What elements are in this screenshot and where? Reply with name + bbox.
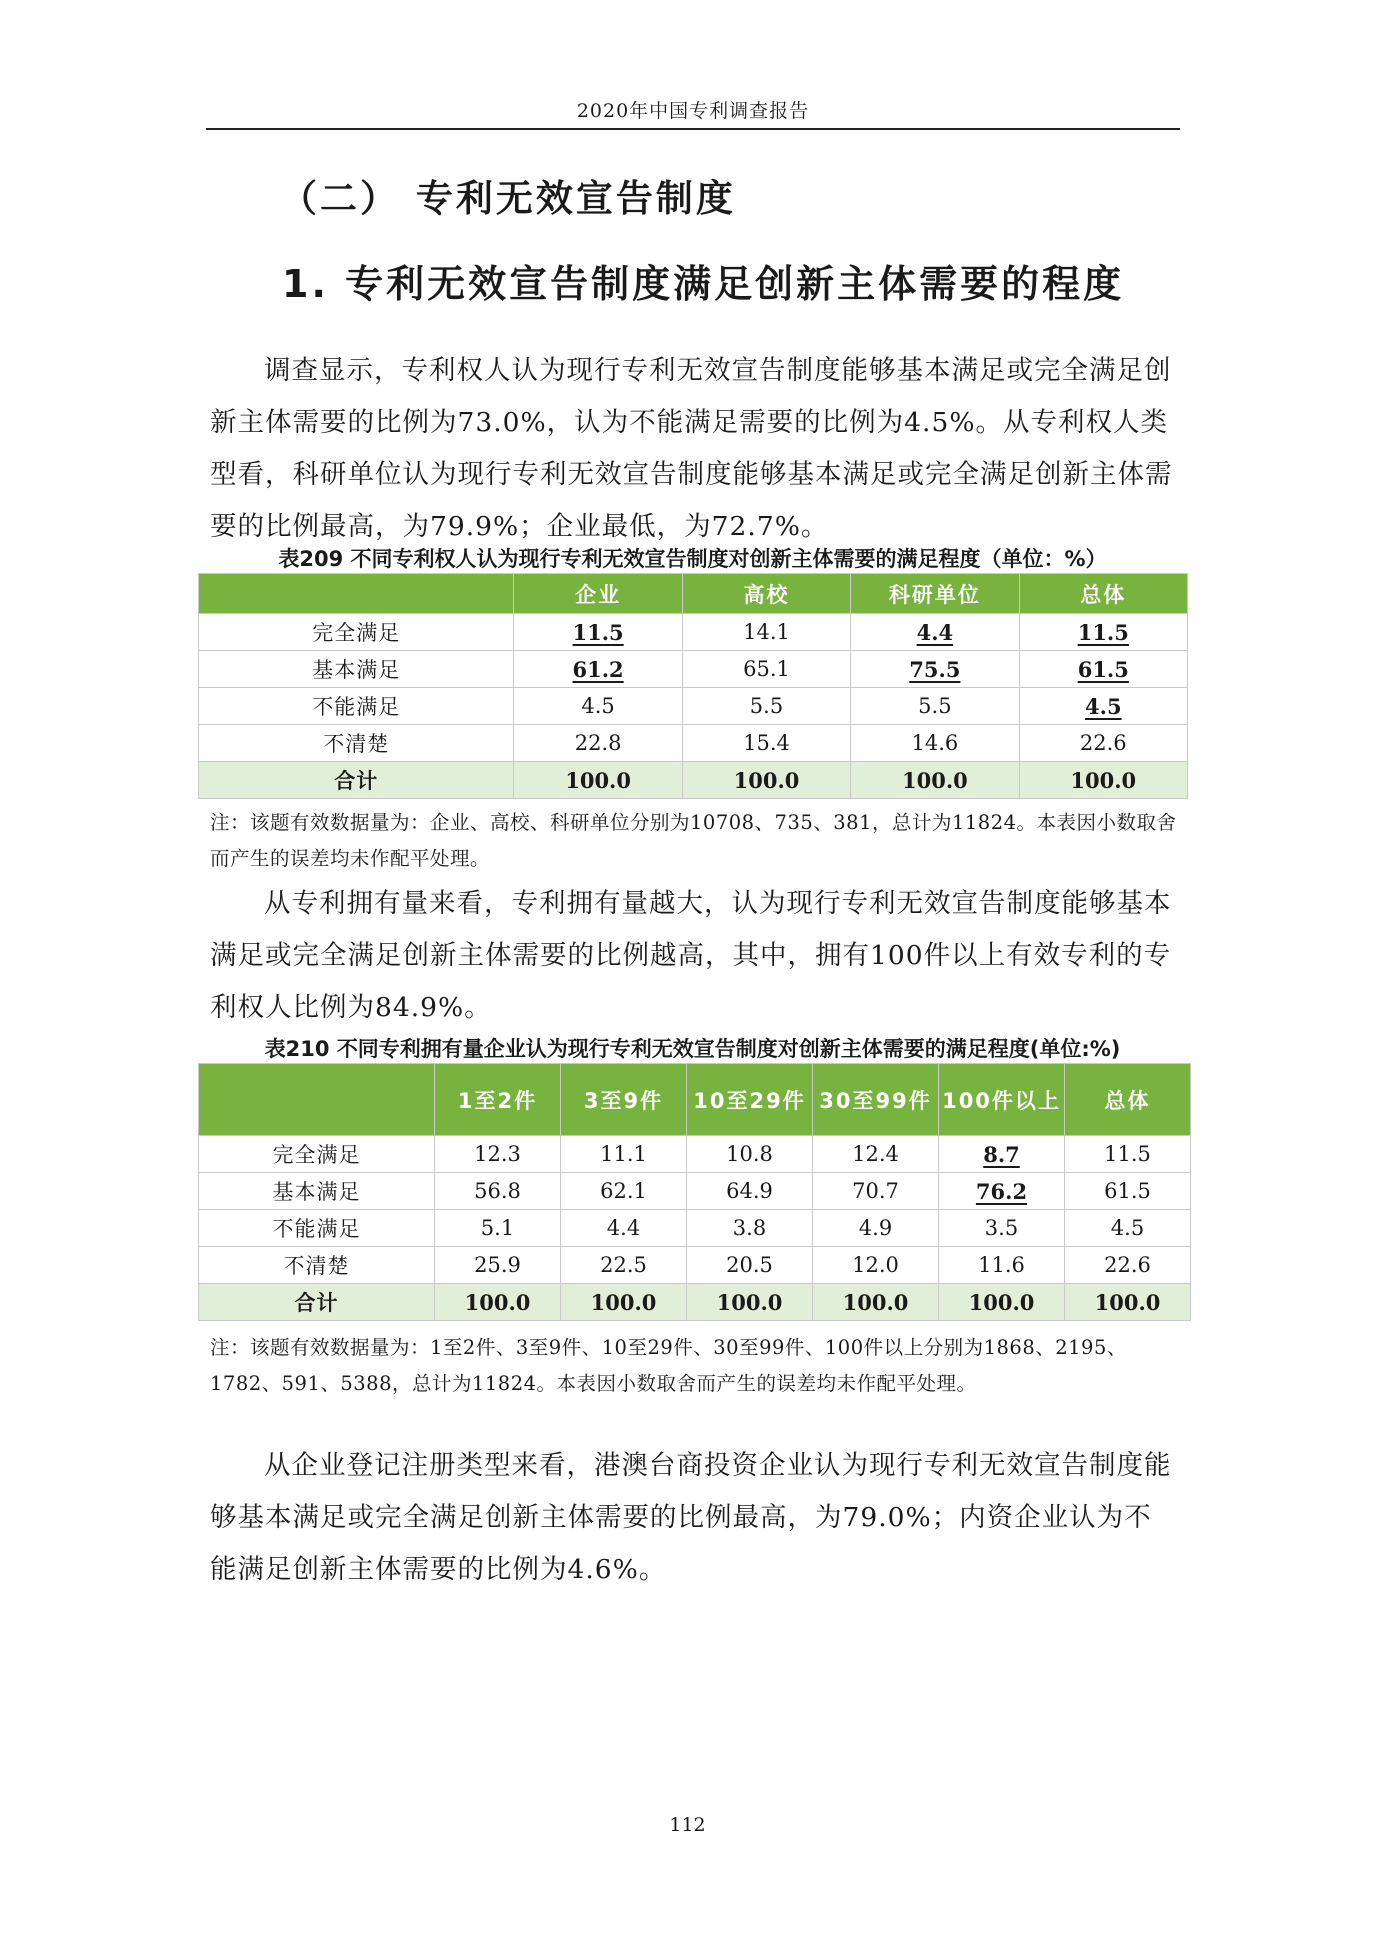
table-cell: 100.0 — [435, 1284, 561, 1321]
table-row — [199, 725, 1188, 762]
table-row — [199, 1247, 1191, 1284]
table-cell: 100.0 — [851, 762, 1019, 799]
row-label: 不能满足 — [199, 688, 514, 725]
table-cell: 15.4 — [682, 725, 850, 762]
row-label: 不能满足 — [199, 1210, 435, 1247]
table-cell: 3.5 — [939, 1210, 1065, 1247]
table-209-header-research: 科研单位 — [851, 574, 1019, 614]
running-header: 2020年中国专利调查报告 — [576, 100, 810, 122]
table-209-header-overall: 总体 — [1019, 574, 1187, 614]
table-cell: 5.1 — [435, 1210, 561, 1247]
table-cell: 4.5 — [514, 688, 682, 725]
row-label: 基本满足 — [199, 651, 514, 688]
table-210-header-overall: 总体 — [1065, 1064, 1191, 1136]
table-210 — [198, 1063, 1191, 1321]
table-209 — [198, 573, 1188, 799]
table-cell: 3.8 — [687, 1210, 813, 1247]
paragraph-3: 从企业登记注册类型来看，港澳台商投资企业认为现行专利无效宣告制度能够基本满足或完全满足创新主体需要的比例最高，为79.0%；内资企业认为不能满足创新主体需要的比例为4.6%。 — [210, 1450, 1172, 1585]
table-cell: 11.5 — [1065, 1136, 1191, 1173]
table-cell: 8.7 — [939, 1136, 1065, 1173]
table-cell: 100.0 — [939, 1284, 1065, 1321]
table-cell: 70.7 — [813, 1173, 939, 1210]
table-cell: 11.6 — [939, 1247, 1065, 1284]
table-cell: 61.5 — [1019, 651, 1187, 688]
row-label: 合计 — [199, 1284, 435, 1321]
table-cell: 100.0 — [1019, 762, 1187, 799]
table-209-caption: 表209 不同专利权人认为现行专利无效宣告制度对创新主体需要的满足程度（单位：%） — [278, 547, 1107, 571]
table-cell: 75.5 — [851, 651, 1019, 688]
table-row — [199, 1210, 1191, 1247]
table-cell: 61.2 — [514, 651, 682, 688]
table-row — [199, 651, 1188, 688]
table-cell: 12.0 — [813, 1247, 939, 1284]
table-row-total — [199, 1284, 1191, 1321]
table-210-header-3-9: 3至9件 — [561, 1064, 687, 1136]
table-cell: 100.0 — [682, 762, 850, 799]
table-row — [199, 1173, 1191, 1210]
table-cell: 22.6 — [1019, 725, 1187, 762]
table-cell: 76.2 — [939, 1173, 1065, 1210]
table-cell: 4.9 — [813, 1210, 939, 1247]
table-cell: 61.5 — [1065, 1173, 1191, 1210]
table-cell: 11.1 — [561, 1136, 687, 1173]
table-cell: 100.0 — [561, 1284, 687, 1321]
table-cell: 4.4 — [561, 1210, 687, 1247]
table-row — [199, 1136, 1191, 1173]
table-cell: 22.6 — [1065, 1247, 1191, 1284]
paragraph-1: 调查显示，专利权人认为现行专利无效宣告制度能够基本满足或完全满足创新主体需要的比例为73.0%，认为不能满足需要的比例为4.5%。从专利权人类型看，科研单位认为现行专利无效宣告制度能够基本满足或完全满足创新主体需要的比例最高，为79.9%；企业最低，为72.7%。 — [210, 355, 1173, 542]
table-209-header-enterprise: 企业 — [514, 574, 682, 614]
table-cell: 22.5 — [561, 1247, 687, 1284]
table-cell: 14.1 — [682, 614, 850, 651]
table-210-note: 注：该题有效数据量为：1至2件、3至9件、10至29件、30至99件、100件以上分别为1868、2195、1782、591、5388，总计为11824。本表因小数取舍而产生的误差均未作配平处理。 — [210, 1336, 1127, 1395]
page-number: 112 — [669, 1814, 706, 1836]
table-row — [199, 688, 1188, 725]
table-cell: 62.1 — [561, 1173, 687, 1210]
table-row — [199, 614, 1188, 651]
row-label: 完全满足 — [199, 614, 514, 651]
table-cell: 100.0 — [514, 762, 682, 799]
table-cell: 14.6 — [851, 725, 1019, 762]
table-cell: 12.3 — [435, 1136, 561, 1173]
table-cell: 5.5 — [682, 688, 850, 725]
row-label: 不清楚 — [199, 725, 514, 762]
table-cell: 10.8 — [687, 1136, 813, 1173]
paragraph-2: 从专利拥有量来看，专利拥有量越大，认为现行专利无效宣告制度能够基本满足或完全满足创新主体需要的比例越高，其中，拥有100件以上有效专利的专利权人比例为84.9%。 — [210, 888, 1172, 1023]
table-210-header-100-plus: 100件以上 — [939, 1064, 1065, 1136]
table-210-header-blank — [199, 1064, 435, 1136]
table-cell: 25.9 — [435, 1247, 561, 1284]
table-row-total — [199, 762, 1188, 799]
table-cell: 4.4 — [851, 614, 1019, 651]
table-210-header-10-29: 10至29件 — [687, 1064, 813, 1136]
table-209-header-blank — [199, 574, 514, 614]
table-210-header-1-2: 1至2件 — [435, 1064, 561, 1136]
table-cell: 22.8 — [514, 725, 682, 762]
header-rule — [206, 128, 1180, 130]
table-210-caption: 表210 不同专利拥有量企业认为现行专利无效宣告制度对创新主体需要的满足程度(单位:%) — [264, 1037, 1121, 1061]
table-cell: 100.0 — [1065, 1284, 1191, 1321]
subsection-title: 1. 专利无效宣告制度满足创新主体需要的程度 — [282, 262, 1125, 306]
row-label: 不清楚 — [199, 1247, 435, 1284]
row-label: 完全满足 — [199, 1136, 435, 1173]
table-210-header-30-99: 30至99件 — [813, 1064, 939, 1136]
table-cell: 4.5 — [1019, 688, 1187, 725]
table-209-note: 注：该题有效数据量为：企业、高校、科研单位分别为10708、735、381，总计为11824。本表因小数取舍而产生的误差均未作配平处理。 — [210, 811, 1177, 870]
table-cell: 4.5 — [1065, 1210, 1191, 1247]
table-cell: 100.0 — [813, 1284, 939, 1321]
table-cell: 11.5 — [1019, 614, 1187, 651]
row-label: 合计 — [199, 762, 514, 799]
table-cell: 56.8 — [435, 1173, 561, 1210]
table-cell: 65.1 — [682, 651, 850, 688]
row-label: 基本满足 — [199, 1173, 435, 1210]
table-cell: 20.5 — [687, 1247, 813, 1284]
section-title: （二） 专利无效宣告制度 — [280, 177, 736, 220]
table-cell: 64.9 — [687, 1173, 813, 1210]
table-cell: 12.4 — [813, 1136, 939, 1173]
table-cell: 11.5 — [514, 614, 682, 651]
table-209-header-university: 高校 — [682, 574, 850, 614]
table-cell: 5.5 — [851, 688, 1019, 725]
table-cell: 100.0 — [687, 1284, 813, 1321]
